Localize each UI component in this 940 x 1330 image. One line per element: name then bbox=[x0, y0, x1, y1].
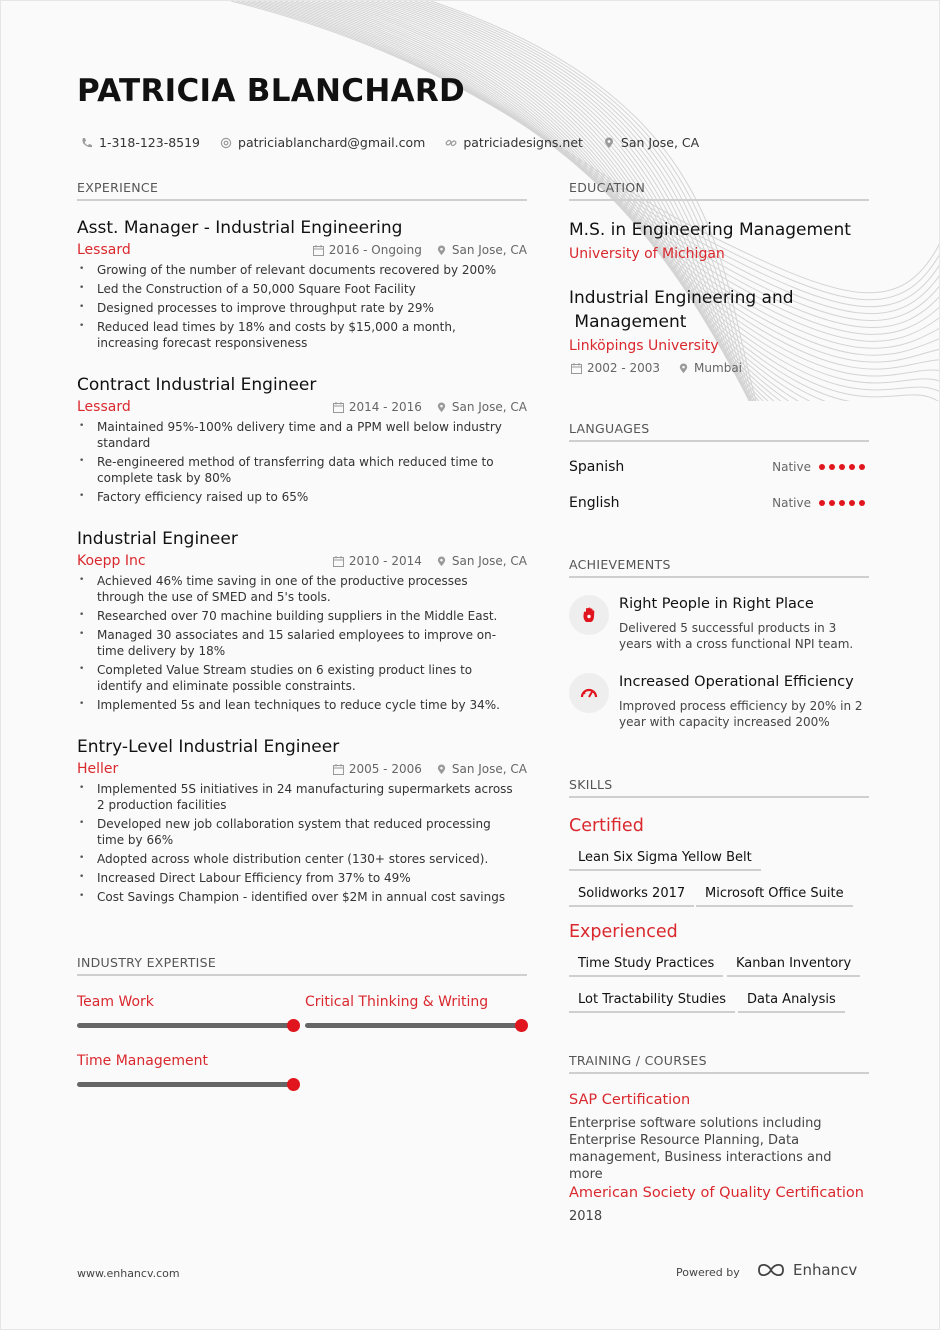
job-bullet: • Managed 30 associates and 15 salaried employees to improve on-time delivery by 18% bbox=[77, 627, 517, 659]
job-company: Heller bbox=[77, 761, 119, 777]
job-bullets bbox=[77, 781, 527, 905]
expertise-level-dot bbox=[515, 1019, 528, 1032]
expertise-bar-time-management bbox=[77, 1082, 294, 1087]
proficiency-dot bbox=[839, 464, 845, 470]
job-bullets bbox=[77, 573, 527, 713]
language-name: English bbox=[569, 495, 620, 511]
job-dates: 2014 - 2016 bbox=[333, 400, 422, 414]
experience-entry bbox=[77, 529, 527, 716]
proficiency-dot bbox=[829, 464, 835, 470]
experience-entry bbox=[77, 375, 527, 508]
education-school-2: Linköpings University bbox=[569, 338, 719, 354]
achievement-description: Delivered 5 successful products in 3 years with a cross functional NPI team. bbox=[619, 621, 854, 651]
job-bullet: • Increased Direct Labour Efficiency from 37% to 49% bbox=[77, 870, 517, 886]
course-description: Enterprise software solutions including Enterprise Resource Planning, Data management, Business interactions and more bbox=[569, 1116, 832, 1182]
section-skills-title: SKILLS bbox=[569, 777, 869, 798]
skill-tag: Microsoft Office Suite bbox=[696, 886, 853, 907]
proficiency-dot bbox=[849, 464, 855, 470]
job-bullet: • Re-engineered method of transferring data which reduced time to complete task by 80% bbox=[77, 454, 517, 486]
job-location: San Jose, CA bbox=[436, 762, 527, 776]
job-location: San Jose, CA bbox=[436, 243, 527, 257]
hand-icon bbox=[569, 595, 609, 635]
location-pin-icon bbox=[436, 245, 447, 256]
contact-bar bbox=[81, 135, 699, 150]
job-company: Koepp Inc bbox=[77, 553, 146, 569]
language-row bbox=[569, 495, 865, 511]
skill-group-experienced: Experienced bbox=[569, 922, 678, 942]
expertise-bar-critical-thinking bbox=[305, 1023, 522, 1028]
calendar-icon bbox=[313, 245, 324, 256]
location-pin-icon bbox=[436, 402, 447, 413]
achievement-title: Right People in Right Place bbox=[619, 596, 814, 612]
proficiency-dots bbox=[819, 464, 865, 470]
skill-tag: Kanban Inventory bbox=[727, 956, 860, 977]
link-icon bbox=[445, 137, 457, 149]
skill-tag: Data Analysis bbox=[738, 992, 845, 1013]
job-role: Asst. Manager - Industrial Engineering bbox=[77, 218, 403, 238]
skill-tag: Time Study Practices bbox=[569, 956, 723, 977]
achievement-description: Improved process efficiency by 20% in 2 year with capacity increased 200% bbox=[619, 699, 863, 729]
skill-group-certified: Certified bbox=[569, 816, 644, 836]
at-icon bbox=[220, 137, 232, 149]
contact-location: San Jose, CA bbox=[603, 135, 699, 150]
enhancv-logo[interactable]: Enhancv bbox=[755, 1261, 857, 1279]
phone-icon bbox=[81, 137, 93, 149]
experience-entry bbox=[77, 218, 527, 354]
contact-phone[interactable]: 1-318-123-8519 bbox=[81, 135, 200, 150]
education-degree-1: M.S. in Engineering Management bbox=[569, 220, 851, 240]
course-title: American Society of Quality Certification bbox=[569, 1185, 864, 1201]
job-bullet: • Designed processes to improve throughput rate by 29% bbox=[77, 300, 517, 316]
calendar-icon bbox=[571, 363, 582, 374]
job-dates: 2016 - Ongoing bbox=[313, 243, 422, 257]
job-bullet: • Maintained 95%-100% delivery time and a PPM well below industry standard bbox=[77, 419, 517, 451]
gauge-icon bbox=[569, 673, 609, 713]
job-dates: 2010 - 2014 bbox=[333, 554, 422, 568]
location-pin-icon bbox=[678, 363, 689, 374]
expertise-bar-team-work bbox=[77, 1023, 294, 1028]
contact-website[interactable]: patriciadesigns.net bbox=[445, 135, 583, 150]
candidate-name: PATRICIA BLANCHARD bbox=[77, 73, 466, 109]
job-location: San Jose, CA bbox=[436, 400, 527, 414]
education-degree-2: Industrial Engineering and bbox=[569, 288, 794, 308]
language-name: Spanish bbox=[569, 459, 625, 475]
job-location: San Jose, CA bbox=[436, 554, 527, 568]
experience-entry bbox=[77, 737, 527, 908]
job-bullet: • Completed Value Stream studies on 6 existing product lines to identify and eliminate possible constraints. bbox=[77, 662, 517, 694]
calendar-icon bbox=[333, 402, 344, 413]
proficiency-dot bbox=[819, 464, 825, 470]
section-industry-expertise-title: INDUSTRY EXPERTISE bbox=[77, 955, 527, 976]
job-bullets bbox=[77, 419, 527, 505]
job-bullet: • Implemented 5S initiatives in 24 manufacturing supermarkets across 2 production facilities bbox=[77, 781, 517, 813]
expertise-label-team-work: Team Work bbox=[77, 994, 154, 1010]
proficiency-dot bbox=[829, 500, 835, 506]
section-education-title: EDUCATION bbox=[569, 180, 869, 201]
skill-tag: Solidworks 2017 bbox=[569, 886, 694, 907]
proficiency-dot bbox=[819, 500, 825, 506]
proficiency-dot bbox=[839, 500, 845, 506]
expertise-label-time-management: Time Management bbox=[77, 1053, 208, 1069]
location-pin-icon bbox=[603, 137, 615, 149]
job-role: Industrial Engineer bbox=[77, 529, 238, 549]
job-bullet: • Researched over 70 machine building suppliers in the Middle East. bbox=[77, 608, 517, 624]
job-bullet: • Cost Savings Champion - identified over $2M in annual cost savings bbox=[77, 889, 517, 905]
skill-tag: Lean Six Sigma Yellow Belt bbox=[569, 850, 761, 871]
location-pin-icon bbox=[436, 556, 447, 567]
job-bullet: • Implemented 5s and lean techniques to reduce cycle time by 34%. bbox=[77, 697, 517, 713]
language-level: Native bbox=[772, 496, 811, 510]
education-meta-2: 2002 - 2003 Mumbai bbox=[571, 361, 742, 375]
job-bullet: • Developed new job collaboration system that reduced processing time by 66% bbox=[77, 816, 517, 848]
job-company: Lessard bbox=[77, 399, 131, 415]
footer-url[interactable]: www.enhancv.com bbox=[77, 1267, 180, 1280]
section-achievements-title: ACHIEVEMENTS bbox=[569, 557, 869, 578]
infinity-logo-icon bbox=[755, 1262, 787, 1278]
language-level: Native bbox=[772, 460, 811, 474]
calendar-icon bbox=[333, 764, 344, 775]
job-bullet: • Led the Construction of a 50,000 Square Foot Facility bbox=[77, 281, 517, 297]
education-degree-2-line2: Management bbox=[569, 312, 687, 332]
education-school-1: University of Michigan bbox=[569, 246, 725, 262]
job-company: Lessard bbox=[77, 242, 131, 258]
job-bullet: • Factory efficiency raised up to 65% bbox=[77, 489, 517, 505]
job-bullet: • Growing of the number of relevant documents recovered by 200% bbox=[77, 262, 517, 278]
calendar-icon bbox=[333, 556, 344, 567]
job-bullets bbox=[77, 262, 527, 351]
job-bullet: • Achieved 46% time saving in one of the productive processes through the use of SMED and 5's tools. bbox=[77, 573, 517, 605]
job-bullet: • Adopted across whole distribution center (130+ stores serviced). bbox=[77, 851, 517, 867]
expertise-level-dot bbox=[287, 1078, 300, 1091]
achievement-title: Increased Operational Efficiency bbox=[619, 674, 854, 690]
job-role: Entry-Level Industrial Engineer bbox=[77, 737, 340, 757]
job-dates: 2005 - 2006 bbox=[333, 762, 422, 776]
section-languages-title: LANGUAGES bbox=[569, 421, 869, 442]
footer-powered-by: Powered by bbox=[676, 1266, 740, 1279]
skill-tag: Lot Tractability Studies bbox=[569, 992, 735, 1013]
course-description: 2018 bbox=[569, 1209, 603, 1224]
proficiency-dot bbox=[859, 464, 865, 470]
language-row bbox=[569, 459, 865, 475]
job-bullet: • Reduced lead times by 18% and costs by $15,000 a month, increasing forecast responsiveness bbox=[77, 319, 517, 351]
proficiency-dot bbox=[859, 500, 865, 506]
expertise-label-critical-thinking: Critical Thinking & Writing bbox=[305, 994, 489, 1010]
course-title: SAP Certification bbox=[569, 1092, 691, 1108]
job-role: Contract Industrial Engineer bbox=[77, 375, 317, 395]
proficiency-dots bbox=[819, 500, 865, 506]
proficiency-dot bbox=[849, 500, 855, 506]
section-training-title: TRAINING / COURSES bbox=[569, 1053, 869, 1074]
contact-email[interactable]: patriciablanchard@gmail.com bbox=[220, 135, 425, 150]
section-experience-title: EXPERIENCE bbox=[77, 180, 527, 201]
expertise-level-dot bbox=[287, 1019, 300, 1032]
location-pin-icon bbox=[436, 764, 447, 775]
